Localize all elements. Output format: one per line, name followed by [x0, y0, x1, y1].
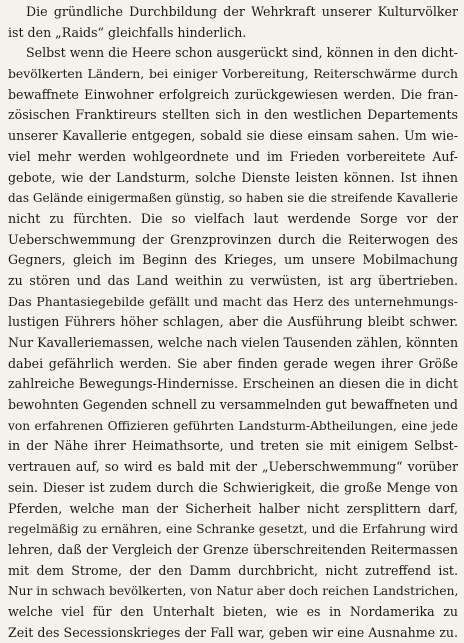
document-body	[8, 2, 458, 643]
text-line: Nur in schwach bevölkerten, von Natur aber doch reichen Landstrichen,	[8, 584, 458, 599]
text-line: Zeit des Secessionskrieges der Fall war, geben wir eine Ausnahme zu.	[8, 624, 458, 640]
text-line: Selbst wenn die Heere schon ausgerückt sind, können in den dicht-	[26, 45, 458, 61]
text-line: nicht zu fürchten. Die so vielfach laut werdende Sorge vor der	[8, 210, 458, 226]
text-line: in der Nähe ihrer Heimathsorte, und treten sie mit einigem Selbst-	[8, 438, 458, 454]
text-line: Das Phantasiegebilde gefällt und macht das Herz des unternehmungs-	[8, 293, 458, 309]
text-line: unserer Kavallerie entgegen, sobald sie diese einsam sahen. Um wie-	[8, 128, 458, 144]
text-line: das Gelände einigermaßen günstig, so haben sie die streifende Kavallerie	[8, 191, 458, 206]
text-line: viel mehr werden wohlgeordnete und im Frieden vorbereitete Auf-	[8, 148, 458, 164]
text-line: Die gründliche Durchbildung der Wehrkraft unserer Kulturvölker	[26, 4, 458, 19]
text-line: Ueberschwemmung der Grenzprovinzen durch die Reiterwogen des	[8, 231, 458, 247]
text-line: bewaffnete Einwohner erfolgreich zurückgewiesen werden. Die fran-	[8, 86, 458, 102]
text-line: gebote, wie der Landsturm, solche Dienste leisten können. Ist ihnen	[8, 169, 458, 185]
text-line: zösischen Franktireurs stellten sich in den westlichen Departements	[8, 107, 458, 123]
text-line: regelmäßig zu ernähren, eine Schranke gesetzt, und die Erfahrung wird	[8, 522, 458, 537]
text-line: zahlreiche Bewegungs-Hindernisse. Erscheinen an diesen die in dicht	[8, 376, 458, 392]
text-line: sein. Dieser ist zudem durch die Schwierigkeit, die große Menge von	[8, 479, 458, 495]
text-line: ist den „Raids“ gleichfalls hinderlich.	[8, 24, 247, 40]
text-line: dabei gefährlich werden. Sie aber finden gerade wegen ihrer Größe	[8, 355, 458, 371]
text-line: lustigen Führers höher schlagen, aber die Ausführung bleibt schwer.	[8, 314, 458, 330]
text-line: welche viel für den Unterhalt bieten, wie es in Nordamerika zu	[8, 603, 458, 619]
text-line: bevölkerten Ländern, bei einiger Vorbereitung, Reiterschwärme durch	[8, 66, 458, 82]
text-line: vertrauen auf, so wird es bald mit der „Ueberschwemmung“ vorüber	[8, 459, 458, 475]
text-line: Pferden, welche man der Sicherheit halber nicht zersplittern darf,	[8, 500, 458, 516]
text-line: zu stören und das Land weithin zu verwüsten, ist arg übertrieben.	[8, 272, 458, 288]
text-line: lehren, daß der Vergleich der Grenze überschreitenden Reitermassen	[8, 541, 458, 557]
text-line: Gegners, gleich im Beginn des Krieges, um unsere Mobilmachung	[8, 252, 458, 268]
text-line: Nur Kavalleriemassen, welche nach vielen Tausenden zählen, könnten	[8, 335, 458, 350]
text-line: von erfahrenen Offizieren geführten Landsturm-Abtheilungen, eine jede	[8, 418, 458, 433]
text-line: bewohnten Gegenden schnell zu versammelnden gut bewaffneten und	[8, 397, 458, 413]
text-line: mit dem Strome, der den Damm durchbricht, nicht zutreffend ist.	[8, 562, 458, 578]
